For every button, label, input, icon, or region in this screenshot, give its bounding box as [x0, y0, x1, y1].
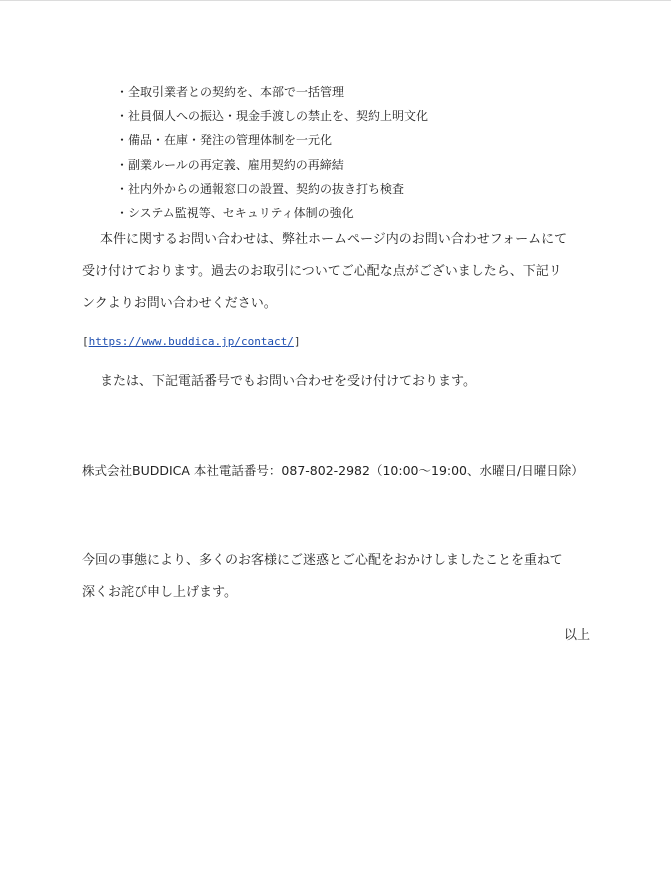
measure-item: ・社員個人への振込・現金手渡しの禁止を、契約上明文化	[116, 109, 429, 124]
measure-item: ・備品・在庫・発注の管理体制を一元化	[116, 133, 333, 148]
inquiry-paragraph	[82, 224, 594, 320]
page-top-border	[0, 0, 671, 1]
link-open-bracket: [	[82, 335, 89, 348]
apology-line: 今回の事態により、多くのお客様にご迷惑とご心配をおかけしましたことを重ねて	[82, 553, 563, 568]
link-close-bracket: ]	[293, 335, 301, 348]
measure-item: ・システム監視等、セキュリティ体制の強化	[116, 205, 354, 220]
apology-line: 深くお詫び申し上げます。	[82, 585, 237, 600]
inquiry-line: 本件に関するお問い合わせは、弊社ホームページ内のお問い合わせフォームにて	[100, 232, 568, 247]
contact-link[interactable]: https://www.buddica.jp/contact/	[88, 335, 294, 348]
closing-mark: 以上	[564, 628, 591, 643]
measure-item: ・社内外からの通報窓口の設置、契約の抜き打ち検査	[116, 181, 405, 196]
inquiry-line: 受け付けております。過去のお取引についてご心配な点がございましたら、下記リ	[82, 264, 562, 279]
company-phone-line: 株式会社BUDDICA 本社電話番号：087-802-2982（10:00〜19:00、水曜日/日曜日除）	[82, 463, 584, 478]
inquiry-line: ンクよりお問い合わせください。	[82, 296, 277, 311]
phone-intro: または、下記電話番号でもお問い合わせを受け付けております。	[100, 374, 476, 389]
contact-link-line	[82, 334, 301, 350]
measures-list	[116, 82, 428, 227]
apology-paragraph	[82, 545, 594, 609]
measure-item: ・全取引業者との契約を、本部で一括管理	[116, 85, 345, 99]
measure-item: ・副業ルールの再定義、雇用契約の再締結	[116, 157, 344, 172]
